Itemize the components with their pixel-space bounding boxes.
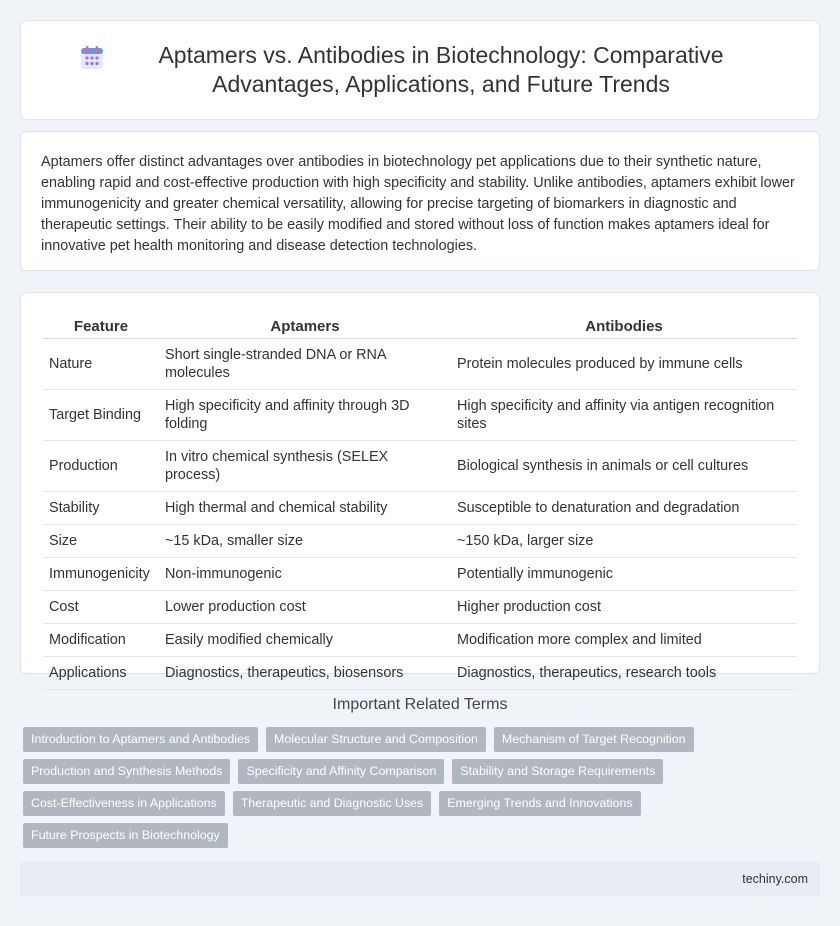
intro-card <box>20 131 820 271</box>
intro-paragraph: Aptamers offer distinct advantages over antibodies in biotechnology pet applications due to their synthetic nature, enabling rapid and cost-effective production with high specificity and stability. Unlike antibodies, aptamers exhibit lower immunogenicity and greater chemical versatility, allowing for precise targeting of biomarkers in diagnostic and therapeutic settings. Their ability to be easily modified and stored without loss of function makes aptamers ideal for innovative pet health monitoring and disease detection technologies. <box>41 154 795 254</box>
term-tag[interactable]: Specificity and Affinity Comparison <box>238 759 444 784</box>
page-title: Aptamers vs. Antibodies in Biotechnology: Comparative Advantages, Applications, and Future Trends <box>158 42 724 97</box>
aptamers-cell: High specificity and affinity through 3D folding <box>159 390 451 441</box>
table-row <box>43 441 797 492</box>
table-row <box>43 492 797 525</box>
term-tag[interactable]: Stability and Storage Requirements <box>452 759 663 784</box>
antibodies-cell: ~150 kDa, larger size <box>451 525 797 558</box>
tag-row <box>23 727 813 752</box>
comparison-table <box>43 313 797 690</box>
feature-cell: Production <box>43 441 159 492</box>
footer <box>20 862 820 896</box>
footer-site-link[interactable]: techiny.com <box>742 872 808 886</box>
antibodies-cell: High specificity and affinity via antigen recognition sites <box>451 390 797 441</box>
tag-row <box>23 791 813 816</box>
table-row <box>43 339 797 390</box>
table-row <box>43 390 797 441</box>
term-tag[interactable]: Therapeutic and Diagnostic Uses <box>233 791 432 816</box>
term-tag[interactable]: Production and Synthesis Methods <box>23 759 230 784</box>
aptamers-cell: ~15 kDa, smaller size <box>159 525 451 558</box>
related-terms-tags <box>23 727 813 855</box>
term-tag[interactable]: Molecular Structure and Composition <box>266 727 486 752</box>
antibodies-cell: Biological synthesis in animals or cell cultures <box>451 441 797 492</box>
tag-row <box>23 759 813 784</box>
table-row <box>43 591 797 624</box>
table-row <box>43 624 797 657</box>
column-header-antibodies: Antibodies <box>451 313 797 339</box>
calendar-grid-icon <box>79 45 105 71</box>
antibodies-cell: Protein molecules produced by immune cells <box>451 339 797 390</box>
term-tag[interactable]: Introduction to Aptamers and Antibodies <box>23 727 258 752</box>
feature-cell: Modification <box>43 624 159 657</box>
aptamers-cell: Easily modified chemically <box>159 624 451 657</box>
table-row <box>43 558 797 591</box>
aptamers-cell: Lower production cost <box>159 591 451 624</box>
aptamers-cell: Non-immunogenic <box>159 558 451 591</box>
antibodies-cell: Modification more complex and limited <box>451 624 797 657</box>
term-tag[interactable]: Emerging Trends and Innovations <box>439 791 640 816</box>
aptamers-cell: In vitro chemical synthesis (SELEX process) <box>159 441 451 492</box>
table-row <box>43 657 797 690</box>
comparison-table-card <box>20 292 820 681</box>
term-tag[interactable]: Future Prospects in Biotechnology <box>23 823 228 848</box>
antibodies-cell: Potentially immunogenic <box>451 558 797 591</box>
title-card <box>20 20 820 120</box>
feature-cell: Nature <box>43 339 159 390</box>
antibodies-cell: Susceptible to denaturation and degradation <box>451 492 797 525</box>
feature-cell: Size <box>43 525 159 558</box>
column-header-aptamers: Aptamers <box>159 313 451 339</box>
feature-cell: Cost <box>43 591 159 624</box>
feature-cell: Target Binding <box>43 390 159 441</box>
table-row <box>43 525 797 558</box>
feature-cell: Immunogenicity <box>43 558 159 591</box>
feature-cell: Stability <box>43 492 159 525</box>
antibodies-cell: Diagnostics, therapeutics, research tools <box>451 657 797 690</box>
aptamers-cell: Diagnostics, therapeutics, biosensors <box>159 657 451 690</box>
table-header-row <box>43 313 797 339</box>
aptamers-cell: High thermal and chemical stability <box>159 492 451 525</box>
column-header-feature: Feature <box>43 313 159 339</box>
feature-cell: Applications <box>43 657 159 690</box>
term-tag[interactable]: Cost-Effectiveness in Applications <box>23 791 225 816</box>
related-terms-heading: Important Related Terms <box>332 696 508 713</box>
tag-row <box>23 823 813 848</box>
antibodies-cell: Higher production cost <box>451 591 797 624</box>
aptamers-cell: Short single-stranded DNA or RNA molecules <box>159 339 451 390</box>
term-tag[interactable]: Mechanism of Target Recognition <box>494 727 694 752</box>
